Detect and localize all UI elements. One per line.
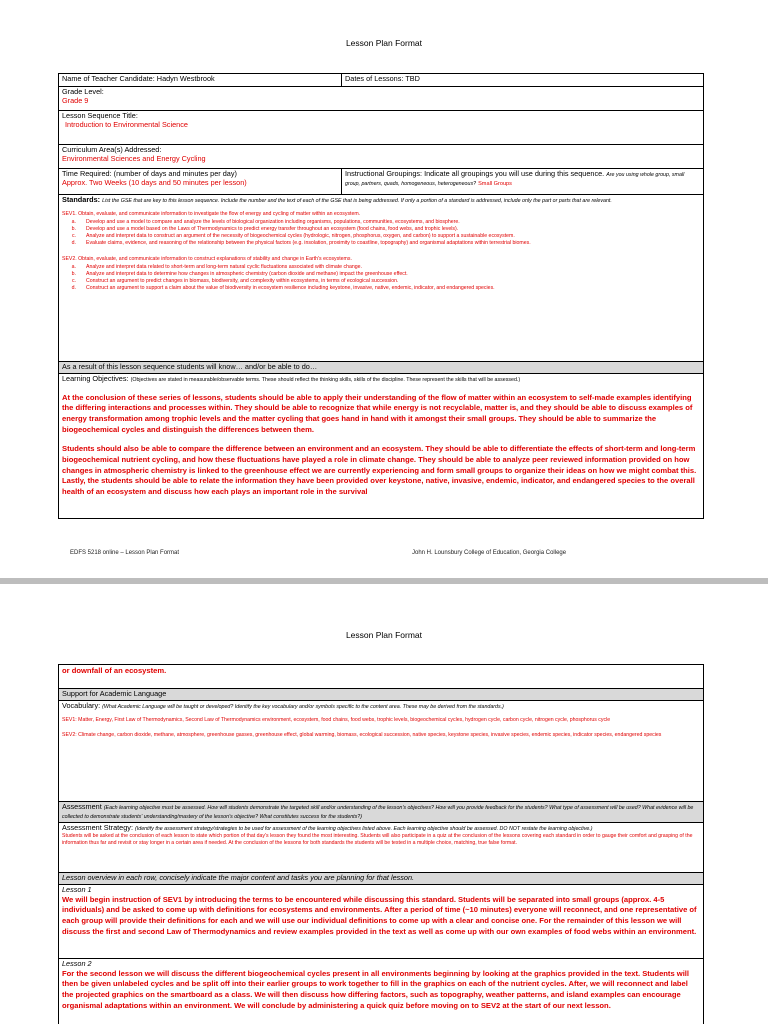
sev2-list [62,264,700,292]
groupings-value: Small Groups [478,180,512,187]
groupings-cell [342,169,704,195]
strategy-label: Assessment Strategy: [62,822,133,832]
sev2-item: a. Analyze and interpret data related to short-term and long-term natural cyclic fluctuations associated with climate change. [71,263,362,270]
vocabulary-sev1: SEV1: Matter, Energy, First Law of Thermodynamics, Second Law of Thermodynamics environment, ecosystem, food chains, food webs, trophic levels, biogeochemical cycles, hydrogen cycle, carbon cycle, nitrogen cycle, phosphorus cycle [62,716,611,723]
sev2-intro: SEV2. Obtain, evaluate, and communicate information to construct explanations of stability and change in Earth's ecosystems. [62,255,352,262]
teacher-label: Name of Teacher Candidate: [62,74,155,83]
dates-label: Dates of Lessons: [345,74,404,83]
continued-text: or downfall of an ecosystem. [62,666,167,675]
sequence-title-cell [59,111,704,145]
vocabulary-hint: (What Academic Language will be taught or developed? Identify the key vocabulary and/or symbols specific to the content area. These may be derived from the standards.) [102,703,504,710]
sev2-item: c. Construct an argument to predict changes in biomass, biodiversity, and complexity within ecosystems, in terms of ecological succession. [71,278,399,285]
lesson-1-cell [59,884,704,958]
assessment-label: Assessment [62,801,102,811]
support-heading-cell [59,689,704,701]
sev1-list [62,219,700,247]
page-title: Lesson Plan Format [345,38,423,48]
assessment-hint: (Each learning objective must be assessed. How will students demonstrate the targeted skill and/or understanding of the lesson's objectives? How will you provide feedback for the students? What type of assessment will be used? What evidence will be collected to demonstrate students' understanding/mastery of the lesson's objective? What constitutes success for the students?) [62,804,694,820]
curriculum-cell [59,145,704,169]
objectives-cell [59,373,704,518]
overview-heading: Lesson overview in each row, concisely indicate the major content and tasks you are planning for that lesson. [62,872,415,882]
lesson-plan-table-page-1 [58,73,704,519]
dates-cell [342,74,704,87]
continued-objectives-cell [59,665,704,689]
sev1-item: b. Develop and use a model based on the Laws of Thermodynamics to predict energy transfer throughout an ecosystem (food chains, food webs, and trophic levels). [71,225,459,232]
standards-hint: List the GSE that are key to this lesson sequence. Include the number and the text of each of the GSE that is being addressed. If only a portion of a standard is addressed, include only the part or parts that are relevant. [102,198,612,204]
footer-course: EDFS 5218 online – Lesson Plan Format [70,550,180,556]
sequence-title-label: Lesson Sequence Title: [62,111,138,120]
lesson-plan-table-page-2 [58,664,704,1024]
groupings-label: Instructional Groupings: Indicate all groupings you will use during this sequence. [345,169,605,178]
teacher-name: Hadyn Westbrook [156,74,215,83]
objectives-paragraph-1: At the conclusion of these series of lessons, students should be able to apply their understanding of the flow of matter within an ecosystem to self-made examples identifying the differing interactions and processes within. They should be able to recognize that while energy is not recyclable, matter is, and they should be able to discuss examples of energy transformation among trophic levels and the matter cycling that goes hand in hand with it amongst their small groups. They should be able to summarize the biogeochemical cycles and distinguish the differences between them. [62,392,693,434]
overview-heading-cell [59,872,704,884]
support-heading: Support for Academic Language [62,689,167,698]
lesson-2-cell [59,958,704,1024]
standards-cell [59,195,704,362]
lesson-2-text: For the second lesson we will discuss the different biogeochemical cycles present in all environments beginning by looking at the graphics provided in the text. Students will then be given unlabeled cycles and be split off into their earlier groups to work together to fill in the graphics on each of the nutrient cycles. After, we will reconnect and label the projected graphics on the smartboard as a class. We will then discuss how differing factors, such as topography, weather patterns, and island examples can encourage organismal adaptations within an environment. We will conclude by administering a quick quiz before moving on to SEV2 at the start of our next lesson. [62,968,690,1010]
strategy-text: Students will be asked at the conclusion of each lesson to state which portion of that day's lesson they found the most interesting. Students will also participate in a quiz at the conclusion of the lessons covering each standard in order to gauge their comfort and grasping of the information thus far and revisit or stay longer in a certain area if needed. At the conclusion of the lessons for both standards the students will be tested in a multiple choice, matching, true false format. [62,832,693,846]
result-heading: As a result of this lesson sequence students will know… and/or be able to do… [62,362,318,371]
sequence-title-value: Introduction to Environmental Science [65,119,188,129]
grade-level-cell [59,87,704,111]
sev2-item: d. Construct an argument to support a claim about the value of biodiversity in ecosystem resilience including keystone, invasive, native, endemic, indicator, and endangered species. [71,285,495,292]
lesson-2-label: Lesson 2 [62,958,92,968]
sev1-item: c. Analyze and interpret data to construct an argument of the necessity of biogeochemical cycles (hydrologic, nitrogen, phosphorus, oxygen, and carbon) to support a sustainable ecosystem. [71,232,515,239]
sev1-intro: SEV1. Obtain, evaluate, and communicate information to investigate the flow of energy and cycling of matter within an ecosystem. [62,210,361,217]
result-heading-cell [59,362,704,374]
sev1-item: a. Develop and use a model to compare and analyze the levels of biological organization including organisms, populations, communities, ecosystems, and biosphere. [71,218,460,225]
teacher-name-cell [59,74,342,87]
standards-label: Standards: [62,195,101,204]
assessment-heading-cell [59,801,704,822]
sev2-item: b. Analyze and interpret data to determine how changes in atmospheric chemistry (carbon dioxide and methane) impact the greenhouse effect. [71,271,408,277]
time-required-cell [59,169,342,195]
lesson-1-label: Lesson 1 [62,884,92,894]
strategy-hint: (Identify the assessment strategy/strategies to be used for assessment of the learning objectives listed above. Each learning objective should be assessed. DO NOT restate the learning objective.) [135,825,593,832]
vocabulary-label: Vocabulary: [62,700,101,710]
time-label: Time Required: (number of days and minutes per day) [62,169,237,178]
time-value: Approx. Two Weeks (10 days and 50 minutes per lesson) [62,177,247,187]
lesson-1-text: We will begin instruction of SEV1 by introducing the terms to be encountered while discussing this standard. Students will be separated into small groups (approx. 4-5 individuals) and be asked to come up with definitions for ecosystems and environments. After a period of time (~10 minutes) everyone will reconnect, and one representative of each group will provide their definitions for each and we will use our individual definitions to come up with a clear and concise one. For the remainder of this lesson we will discuss the first and second Law of Thermodynamics and review examples provided in the text as well as come up with our own examples of food webs within an environment. [62,894,697,936]
footer-college: John H. Lounsbury College of Education, Georgia College [412,550,567,556]
curriculum-value: Environmental Sciences and Energy Cycling [62,153,206,163]
groupings-hint: Are you using whole group, small group, partners, quads, homogeneous, heterogeneous? [345,172,685,187]
assessment-strategy-cell [59,822,704,872]
objectives-hint: (Objectives are stated in measurable/observable terms. These should reflect the thinking skills, skills of the discipline. These represent the skills that will be assessed.) [130,376,521,383]
vocabulary-cell [59,700,704,801]
document-page-2 [0,584,768,1024]
curriculum-label: Curriculum Area(s) Addressed: [62,145,162,154]
objectives-label: Learning Objectives: [62,373,129,383]
sev1-item: d. Evaluate claims, evidence, and reasoning of the relationship between the physical factors (e.g. insolation, proximity to coastline, topography) and organismal adaptations within terrestrial biomes. [71,239,531,246]
page-title-2: Lesson Plan Format [345,630,423,640]
dates-value: TBD [405,74,420,83]
grade-label: Grade Level: [62,87,104,96]
grade-value: Grade 9 [62,95,89,105]
vocabulary-sev2: SEV2: Climate change, carbon dioxide, methane, atmosphere, greenhouse gasses, greenhouse effect, global warming, biomass, ecological succession, native species, keystone species, invasive species, endemic species, indicator species, endangered species [62,731,662,738]
objectives-paragraph-2: Students should also be able to compare the difference between an environment and an ecosystem. They should be able to differentiate the effects of short-term and long-term biogeochemical nutrient cycling, and how these fluctuations have played a role in climate change. They should be able to analyze peer reviewed information provided on how changes in atmospheric chemistry is linked to the greenhouse effect we are currently experiencing and form small groups to organize their ideas on how we might combat this. Lastly, the students should be able to relate the information they have been provided over keystone, native, invasive, endemic, indicator, and endangered species to the overall health of an ecosystem and discuss how each plays an important role in the survival [62,444,697,496]
